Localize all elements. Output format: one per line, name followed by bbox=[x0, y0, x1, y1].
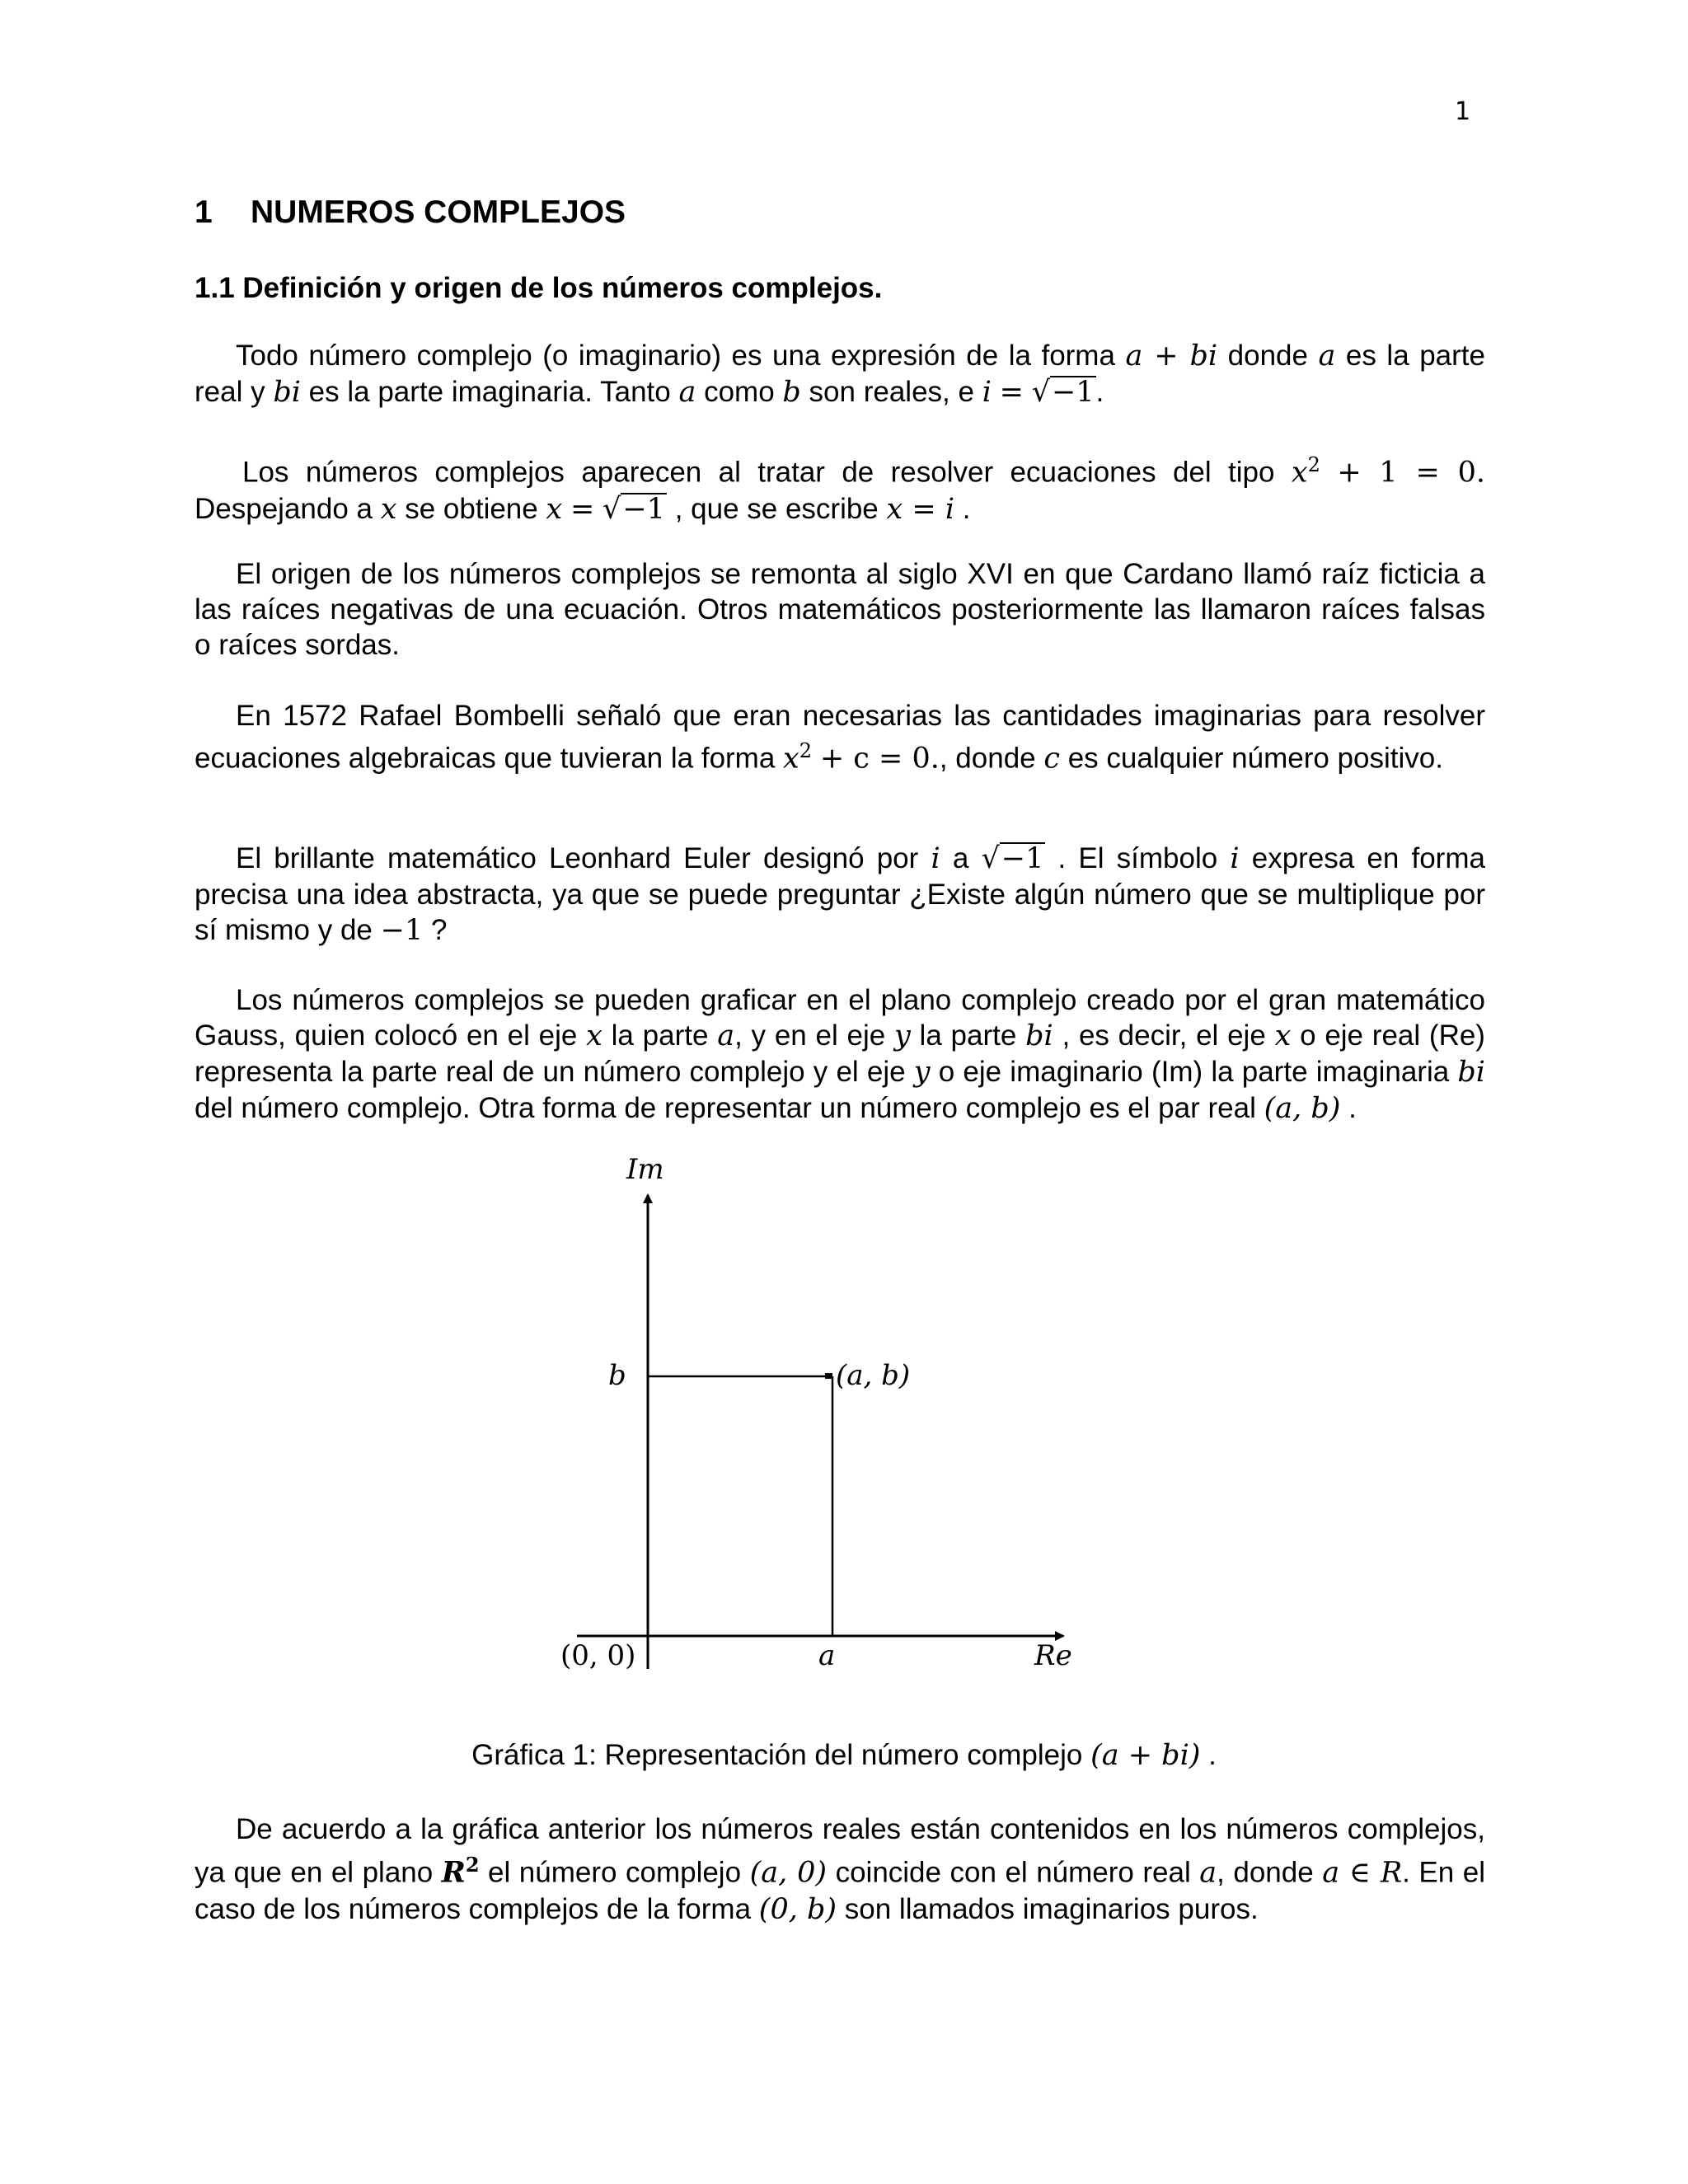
re-axis-label: Re bbox=[1034, 1639, 1072, 1672]
paragraph-equations: Los números complejos aparecen al tratar de resolver ecuaciones del tipo $x^2 + 1 = 0$. Despejando a x se obtiene x = √−1 , que se escribe x = i . bbox=[195, 453, 1485, 526]
b-label: b bbox=[608, 1359, 626, 1392]
figure-caption: Gráfica 1: Representación del número complejo (a + bi) . bbox=[471, 1739, 1217, 1772]
point-label: (a, b) bbox=[836, 1359, 911, 1392]
chapter-title: NUMEROS COMPLEJOS bbox=[251, 194, 626, 230]
paragraph-definition: Todo número complejo (o imaginario) es una expresión de la forma a + bi donde a es la parte real y bi es la parte imaginaria. Tanto a como b son reales, e i = √−1. bbox=[195, 340, 1485, 409]
paragraph-gauss: Los números complejos se pueden graficar en el plano complejo creado por el gran matemático Gauss, quien colocó en el eje x la parte a, y en el eje y la parte bi , es decir, el eje x o eje real (Re) representa la parte real de un número complejo y el eje y o eje imaginario (Im) la parte imaginaria bi del número complejo. Otra forma de representar un número complejo es el par real (a, b) . bbox=[195, 984, 1485, 1125]
chapter-number: 1 bbox=[195, 194, 213, 230]
point-marker bbox=[825, 1373, 832, 1379]
page-number: 1 bbox=[1455, 97, 1471, 126]
im-axis-label: Im bbox=[626, 1153, 664, 1186]
paragraph-conclusion: De acuerdo a la gráfica anterior los números reales están contenidos en los números complejos, ya que en el plano $R^2$ el número complejo (a, 0) coincide con el número real a, donde a ∈ R. En el caso de los números complejos de la forma (0, b) son llamados imaginarios puros. bbox=[195, 1813, 1485, 1926]
origin-label: (0, 0) bbox=[560, 1639, 636, 1672]
paragraph-bombelli: En 1572 Rafael Bombelli señaló que eran necesarias las cantidades imaginarias para resolver ecuaciones algebraicas que tuvieran la forma $x^2 + c = 0$., donde c es cualquier número positivo. bbox=[195, 700, 1485, 776]
section-heading: 1.1 Definición y origen de los números complejos. bbox=[195, 272, 883, 304]
paragraph-origin: El origen de los números complejos se remonta al siglo XVI en que Cardano llamó raíz ficticia a las raíces negativas de una ecuación. Otros matemáticos posteriormente las llamaron raíces falsas o raíces sordas. bbox=[195, 558, 1485, 661]
a-label: a bbox=[818, 1639, 836, 1672]
paragraph-euler: El brillante matemático Leonhard Euler designó por i a √−1 . El símbolo i expresa en forma precisa una idea abstracta, ya que se puede preguntar ¿Existe algún número que se multiplique por sí mismo y de −1 ? bbox=[195, 842, 1485, 947]
